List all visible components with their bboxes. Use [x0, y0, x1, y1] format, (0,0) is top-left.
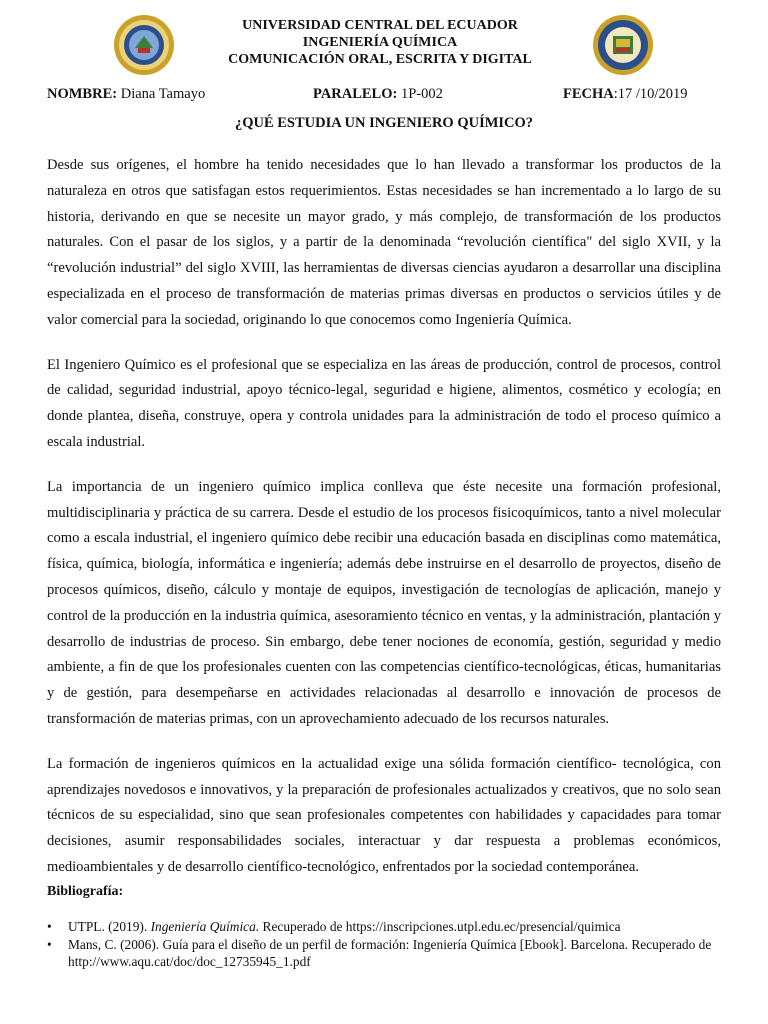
paralelo-field: PARALELO: 1P-002 [313, 86, 443, 102]
bullet-icon: • [47, 919, 52, 934]
document-header [170, 17, 590, 68]
bullet-icon: • [47, 937, 52, 952]
university-name: UNIVERSIDAD CENTRAL DEL ECUADOR [242, 18, 518, 33]
faculty-name: INGENIERÍA QUÍMICA [302, 35, 458, 50]
paragraph: La formación de ingenieros químicos en la actualidad exige una sólida formación científico- tecnológica, con aprendizajes novedosos e innovativos, y la preparación de profesionales actualizados y creativos, que no solo sean técnicos de su especialidad, sino que sean profesionales competentes con habilidades y capacidades para tomar decisiones, asumir responsabilidades sociales, interactuar y dar respuesta a problemas económicos, medioambientales y de desarrollo científico-tecnológico, enfrentados por la sociedad contemporánea. [47, 755, 721, 875]
bibliography-heading: Bibliografía: [47, 884, 124, 899]
paragraph: Desde sus orígenes, el hombre ha tenido necesidades que lo han llevado a transformar los productos de la naturaleza en otros que satisfagan estos requerimientos. Estas necesidades se han incrementado a lo largo de su historia, derivando en que se necesite un mayor grado, y más complejo, de transformación de los productos naturales. Con el pasar de los siglos, y a partir de la denominada “revolución científica" del siglo XVII, y la “revolución industrial” del siglo XVIII, las herramientas de diversas ciencias ayudaron a desarrollar una disciplina especializada en el proceso de transformación de materias primas diversas en productos o servicios útiles y de valor comercial para la sociedad, originando lo que conocemos como Ingeniería Química. [47, 157, 721, 328]
student-name-value: Diana Tamayo [117, 86, 206, 102]
student-info-row [47, 86, 727, 106]
paralelo-value: 1P-002 [397, 86, 443, 102]
paragraph: El Ingeniero Químico es el profesional que se especializa en las áreas de producción, control de procesos, control de calidad, seguridad industrial, apoyo técnico-legal, seguridad e higiene, alimentos, cosmético y ecología; en donde plantea, diseña, construye, opera y controla unidades para la administración de todo el proceso químico a escala industrial. [47, 356, 721, 450]
date-field: FECHA:17 /10/2019 [563, 86, 688, 102]
bibliography-list [47, 918, 727, 971]
bibliography-entry: • UTPL. (2019). Ingeniería Química. Recuperado de https://inscripciones.utpl.edu.ec/presencial/quimica [47, 919, 621, 934]
student-name-field: NOMBRE: Diana Tamayo [47, 86, 206, 102]
date-value: :17 /10/2019 [613, 86, 688, 102]
document-body [47, 153, 721, 900]
faculty-seal-icon [592, 14, 654, 76]
paragraph: La importancia de un ingeniero químico implica conlleva que éste necesite una formación profesional, multidisciplinaria y práctica de su carrera. Desde el estudio de los procesos fisicoquímicos, tanto a nivel molecular como a escala industrial, el ingeniero químico debe recibir una educación basada en disciplinas como matemática, física, química, biología, informática e ingeniería; además debe instruirse en el desarrollo de proyectos, diseño de procesos químicos, diseño, cálculo y montaje de equipos, investigación de tecnologías de aplicación, manejo y control de la producción en la industria química, asesoramiento técnico en ventas, y la administración, plantación y desarrollo de industrias de proceso. Sin embargo, debe tener nociones de economía, gestión, seguridad y medio ambiente, a fin de que los profesionales cuenten con las competencias científico-tecnológicas, éticas, humanitarias y de gestión, para desempeñarse en actividades relacionadas al desarrollo e innovación de procesos de transformación de materias primas, con un aprovechamiento adecuado de los recursos naturales. [47, 478, 721, 727]
course-name: COMUNICACIÓN ORAL, ESCRITA Y DIGITAL [228, 52, 532, 67]
bibliography-entry: • Mans, C. (2006). Guía para el diseño de un perfil de formación: Ingeniería Química [Ebook]. Barcelona. Recuperado de http://www.aqu.cat/doc/doc_12735945_1.pdf [47, 937, 712, 969]
document-title: ¿QUÉ ESTUDIA UN INGENIERO QUÍMICO? [234, 115, 534, 131]
university-seal-icon [113, 14, 175, 76]
